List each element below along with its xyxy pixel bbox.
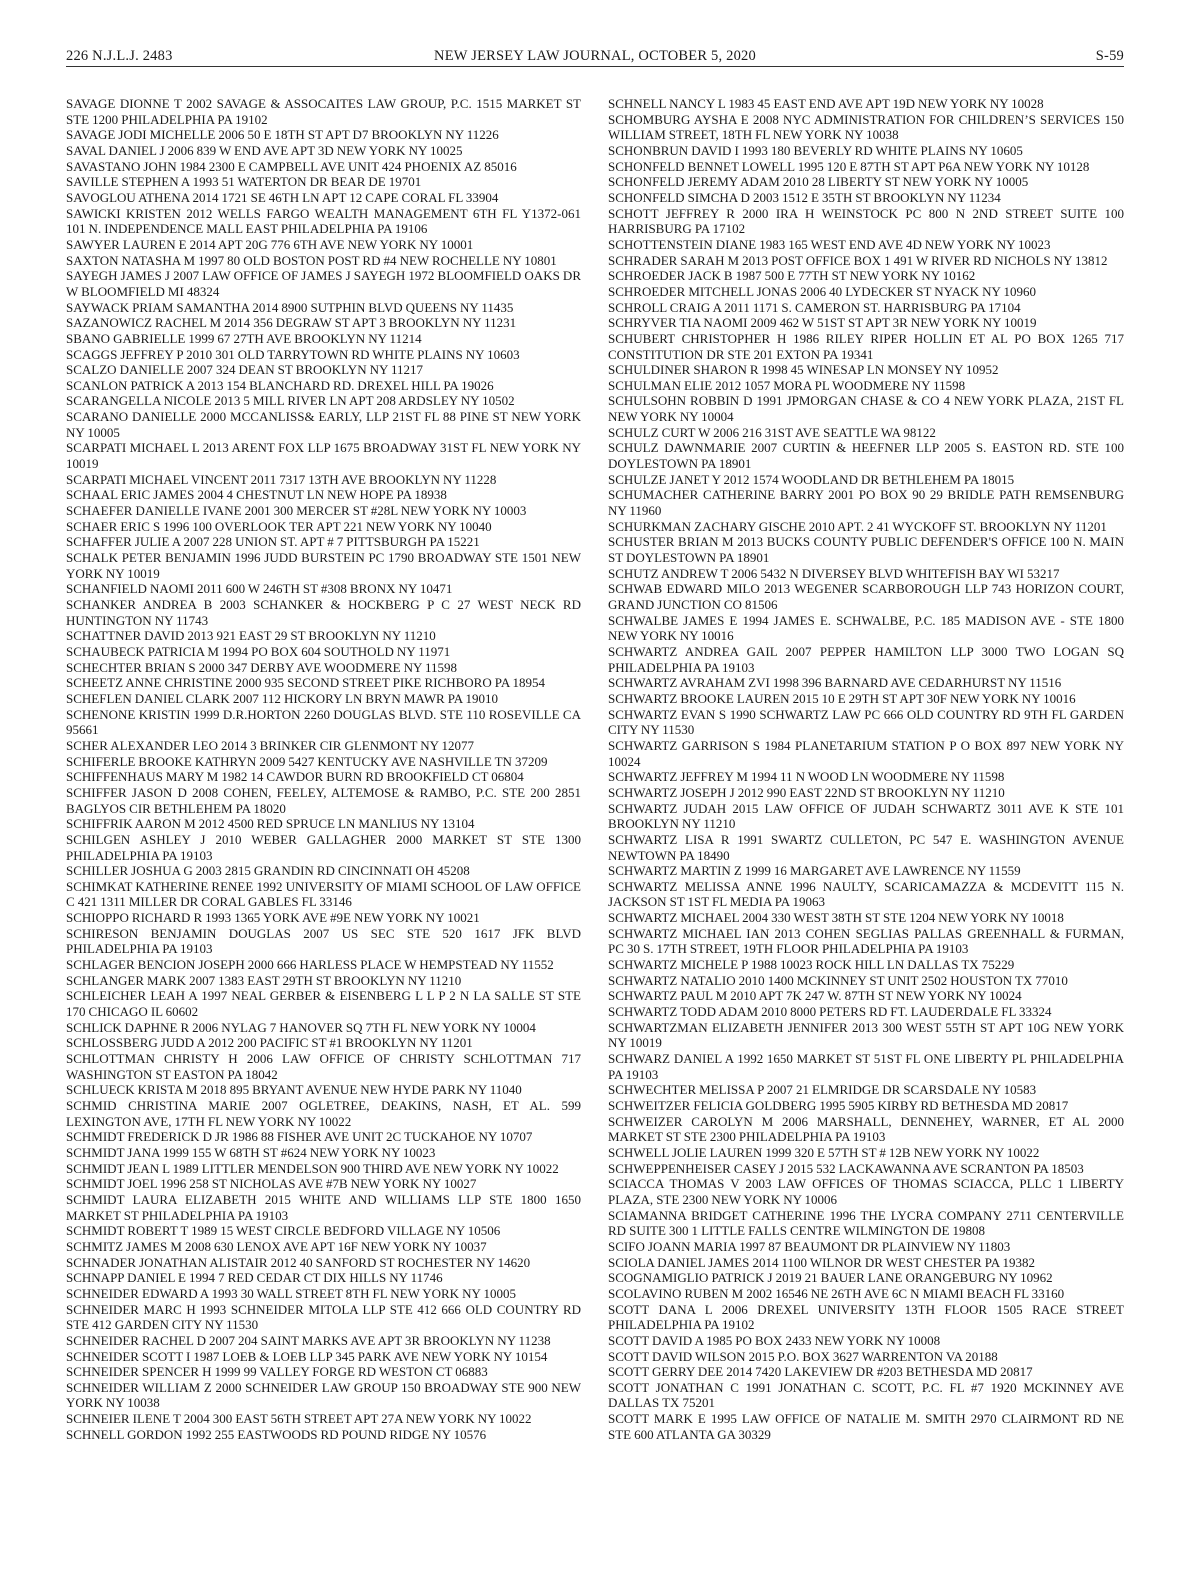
attorney-listing-entry: SCHWARTZ LISA R 1991 SWARTZ CULLETON, PC 547 E. WASHINGTON AVENUE NEWTOWN PA 18490 <box>608 831 1124 863</box>
attorney-listing-entry: SAVASTANO JOHN 1984 2300 E CAMPBELL AVE UNIT 424 PHOENIX AZ 85016 <box>66 158 517 174</box>
attorney-listing-entry: SCHIOPPO RICHARD R 1993 1365 YORK AVE #9E NEW YORK NY 10021 <box>66 910 480 926</box>
attorney-listing-entry: SCHOTTENSTEIN DIANE 1983 165 WEST END AVE 4D NEW YORK NY 10023 <box>608 236 1051 252</box>
attorney-listing-entry: SCHAER ERIC S 1996 100 OVERLOOK TER APT 221 NEW YORK NY 10040 <box>66 518 492 534</box>
attorney-listing-entry: SCHANKER ANDREA B 2003 SCHANKER & HOCKBERG P C 27 WEST NECK RD HUNTINGTON NY 11743 <box>66 597 581 628</box>
right-column <box>608 96 1124 1442</box>
attorney-listing-entry: SCHWARTZ MICHAEL 2004 330 WEST 38TH ST STE 1204 NEW YORK NY 10018 <box>608 910 1064 926</box>
attorney-listing-entry: SCIOLA DANIEL JAMES 2014 1100 WILNOR DR WEST CHESTER PA 19382 <box>608 1254 1036 1270</box>
attorney-listing-entry: SCHNEIDER EDWARD A 1993 30 WALL STREET 8TH FL NEW YORK NY 10005 <box>66 1285 516 1301</box>
attorney-listing-entry: SCHMIDT FREDERICK D JR 1986 88 FISHER AVE UNIT 2C TUCKAHOE NY 10707 <box>66 1129 533 1145</box>
attorney-listing-entry: SCHLAGER BENCION JOSEPH 2000 666 HARLESS PLACE W HEMPSTEAD NY 11552 <box>66 957 554 973</box>
page-header <box>66 46 1124 67</box>
attorney-listing-entry: SCHULZ CURT W 2006 216 31ST AVE SEATTLE WA 98122 <box>608 424 936 440</box>
attorney-listing-entry: SCHROLL CRAIG A 2011 1171 S. CAMERON ST. HARRISBURG PA 17104 <box>608 299 1021 315</box>
attorney-listing-entry: SCHNELL GORDON 1992 255 EASTWOODS RD POUND RIDGE NY 10576 <box>66 1426 487 1442</box>
attorney-listing-entry: SCHUTZ ANDREW T 2006 5432 N DIVERSEY BLVD WHITEFISH BAY WI 53217 <box>608 565 1060 581</box>
attorney-listing-entry: SCHNAPP DANIEL E 1994 7 RED CEDAR CT DIX HILLS NY 11746 <box>66 1270 443 1286</box>
attorney-listing-entry: SCHONFELD BENNET LOWELL 1995 120 E 87TH ST APT P6A NEW YORK NY 10128 <box>608 158 1090 174</box>
attorney-listing-entry: SAVAL DANIEL J 2006 839 W END AVE APT 3D NEW YORK NY 10025 <box>66 142 463 158</box>
attorney-listing-entry: SCHWARTZ MELISSA ANNE 1996 NAULTY, SCARICAMAZZA & MCDEVITT 115 N. JACKSON ST 1ST FL MEDIA PA 19063 <box>608 878 1124 910</box>
attorney-listing-entry: SCHUSTER BRIAN M 2013 BUCKS COUNTY PUBLIC DEFENDER'S OFFICE 100 N. MAIN ST DOYLESTOWN PA 18901 <box>608 534 1124 566</box>
attorney-listing-entry: SCHLUECK KRISTA M 2018 895 BRYANT AVENUE NEW HYDE PARK NY 11040 <box>66 1082 522 1098</box>
attorney-listing-entry: SCHIFFER JASON D 2008 COHEN, FEELEY, ALTEMOSE & RAMBO, P.C. STE 200 2851 BAGLYOS CIR BETHLEHEM PA 18020 <box>66 784 581 816</box>
attorney-listing-entry: SCHNEIDER RACHEL D 2007 204 SAINT MARKS AVE APT 3R BROOKLYN NY 11238 <box>66 1332 551 1348</box>
attorney-listing-entry: SCHROEDER JACK B 1987 500 E 77TH ST NEW YORK NY 10162 <box>608 268 976 284</box>
attorney-listing-entry: SCHLOSSBERG JUDD A 2012 200 PACIFIC ST #1 BROOKLYN NY 11201 <box>66 1035 473 1051</box>
attorney-listing-entry: SAYWACK PRIAM SAMANTHA 2014 8900 SUTPHIN BLVD QUEENS NY 11435 <box>66 299 514 315</box>
attorney-listing-entry: SCHATTNER DAVID 2013 921 EAST 29 ST BROOKLYN NY 11210 <box>66 628 436 644</box>
attorney-listing-entry: SCHRYVER TIA NAOMI 2009 462 W 51ST ST APT 3R NEW YORK NY 10019 <box>608 315 1037 331</box>
attorney-listing-entry: SAVOGLOU ATHENA 2014 1721 SE 46TH LN APT 12 CAPE CORAL FL 33904 <box>66 189 499 205</box>
header-citation: 226 N.J.L.J. 2483 <box>66 48 173 64</box>
attorney-listing-entry: SCHULMAN ELIE 2012 1057 MORA PL WOODMERE NY 11598 <box>608 377 966 393</box>
attorney-listing-entry: SCHULDINER SHARON R 1998 45 WINESAP LN MONSEY NY 10952 <box>608 362 999 378</box>
attorney-listing-entry: SCAGGS JEFFREY P 2010 301 OLD TARRYTOWN RD WHITE PLAINS NY 10603 <box>66 346 520 362</box>
attorney-listing-entry: SCHWARTZ PAUL M 2010 APT 7K 247 W. 87TH ST NEW YORK NY 10024 <box>608 988 1022 1004</box>
attorney-listing-entry: SCHEFLEN DANIEL CLARK 2007 112 HICKORY LN BRYN MAWR PA 19010 <box>66 690 499 706</box>
header-page-number: S-59 <box>1095 48 1124 64</box>
attorney-listing-entry: SCHALK PETER BENJAMIN 1996 JUDD BURSTEIN PC 1790 BROADWAY STE 1501 NEW YORK NY 10019 <box>66 550 581 581</box>
attorney-listing-entry: SCHWARZ DANIEL A 1992 1650 MARKET ST 51ST FL ONE LIBERTY PL PHILADELPHIA PA 19103 <box>608 1051 1124 1082</box>
attorney-listing-entry: SCHMIDT LAURA ELIZABETH 2015 WHITE AND WILLIAMS LLP STE 1800 1650 MARKET ST PHILADELPHIA PA 19103 <box>66 1191 581 1223</box>
attorney-listing-entry: SAVAGE DIONNE T 2002 SAVAGE & ASSOCAITES LAW GROUP, P.C. 1515 MARKET ST STE 1200 PHILADELPHIA PA 19102 <box>66 96 581 127</box>
attorney-listing-entry: SCHECHTER BRIAN S 2000 347 DERBY AVE WOODMERE NY 11598 <box>66 659 457 675</box>
attorney-listing-entry: SCHWARTZ JOSEPH J 2012 990 EAST 22ND ST BROOKLYN NY 11210 <box>608 784 1005 800</box>
attorney-listing-entry: SCHIFFENHAUS MARY M 1982 14 CAWDOR BURN RD BROOKFIELD CT 06804 <box>66 769 524 785</box>
attorney-listing-entry: SBANO GABRIELLE 1999 67 27TH AVE BROOKLYN NY 11214 <box>66 330 422 346</box>
attorney-listing-entry: SCHNEIDER SCOTT I 1987 LOEB & LOEB LLP 345 PARK AVE NEW YORK NY 10154 <box>66 1348 548 1364</box>
attorney-listing-entry: SCHLEICHER LEAH A 1997 NEAL GERBER & EISENBERG L L P 2 N LA SALLE ST STE 170 CHICAGO IL 60602 <box>66 988 581 1020</box>
attorney-listing-entry: SCOTT DAVID WILSON 2015 P.O. BOX 3627 WARRENTON VA 20188 <box>608 1348 998 1364</box>
attorney-listing-entry: SAWYER LAUREN E 2014 APT 20G 776 6TH AVE NEW YORK NY 10001 <box>66 236 474 252</box>
attorney-listing-entry: SCHNEIDER MARC H 1993 SCHNEIDER MITOLA LLP STE 412 666 OLD COUNTRY RD STE 412 GARDEN CITY NY 11530 <box>66 1301 581 1333</box>
attorney-listing-entry: SCHWARTZ MICHELE P 1988 10023 ROCK HILL LN DALLAS TX 75229 <box>608 957 1015 973</box>
attorney-listing-entry: SCHOMBURG AYSHA E 2008 NYC ADMINISTRATION FOR CHILDREN’S SERVICES 150 WILLIAM STREET, 18TH FL NEW YORK NY 10038 <box>608 111 1124 143</box>
attorney-listing-entry: SCHAEFER DANIELLE IVANE 2001 300 MERCER ST #28L NEW YORK NY 10003 <box>66 503 527 519</box>
attorney-listing-entry: SCHONFELD SIMCHA D 2003 1512 E 35TH ST BROOKLYN NY 11234 <box>608 189 1001 205</box>
attorney-listing-entry: SCHILGEN ASHLEY J 2010 WEBER GALLAGHER 2000 MARKET ST STE 1300 PHILADELPHIA PA 19103 <box>66 831 581 863</box>
attorney-listing-entry: SCHULZE JANET Y 2012 1574 WOODLAND DR BETHLEHEM PA 18015 <box>608 471 1015 487</box>
attorney-listing-entry: SCOGNAMIGLIO PATRICK J 2019 21 BAUER LANE ORANGEBURG NY 10962 <box>608 1270 1053 1286</box>
attorney-listing-entry: SCHER ALEXANDER LEO 2014 3 BRINKER CIR GLENMONT NY 12077 <box>66 737 475 753</box>
attorney-listing-entry: SCHRADER SARAH M 2013 POST OFFICE BOX 1 491 W RIVER RD NICHOLS NY 13812 <box>608 252 1108 268</box>
attorney-listing-entry: SCHWARTZ MARTIN Z 1999 16 MARGARET AVE LAWRENCE NY 11559 <box>608 863 1021 879</box>
attorney-listing-entry: SCHMIDT ROBERT T 1989 15 WEST CIRCLE BEDFORD VILLAGE NY 10506 <box>66 1223 501 1239</box>
attorney-listing-entry: SCHWARTZ EVAN S 1990 SCHWARTZ LAW PC 666 OLD COUNTRY RD 9TH FL GARDEN CITY NY 11530 <box>608 706 1124 738</box>
attorney-listing-entry: SCANLON PATRICK A 2013 154 BLANCHARD RD. DREXEL HILL PA 19026 <box>66 377 494 393</box>
attorney-listing-entry: SCHMID CHRISTINA MARIE 2007 OGLETREE, DEAKINS, NASH, ET AL. 599 LEXINGTON AVE, 17TH FL NEW YORK NY 10022 <box>66 1098 581 1129</box>
attorney-listing-entry: SCHWALBE JAMES E 1994 JAMES E. SCHWALBE, P.C. 185 MADISON AVE - STE 1800 NEW YORK NY 10016 <box>608 612 1124 644</box>
attorney-listing-entry: SCOLAVINO RUBEN M 2002 16546 NE 26TH AVE 6C N MIAMI BEACH FL 33160 <box>608 1285 1065 1301</box>
attorney-listing-entry: SCHNADER JONATHAN ALISTAIR 2012 40 SANFORD ST ROCHESTER NY 14620 <box>66 1254 531 1270</box>
attorney-listing-entry: SAWICKI KRISTEN 2012 WELLS FARGO WEALTH MANAGEMENT 6TH FL Y1372-061 101 N. INDEPENDENCE MALL EAST PHILADELPHIA PA 19106 <box>66 205 581 237</box>
attorney-listing-entry: SCHURKMAN ZACHARY GISCHE 2010 APT. 2 41 WYCKOFF ST. BROOKLYN NY 11201 <box>608 518 1107 534</box>
attorney-listing-entry: SAZANOWICZ RACHEL M 2014 356 DEGRAW ST APT 3 BROOKLYN NY 11231 <box>66 315 517 331</box>
attorney-listing-entry: SCHWARTZ AVRAHAM ZVI 1998 396 BARNARD AVE CEDARHURST NY 11516 <box>608 675 1062 691</box>
attorney-listing-entry: SCHIFERLE BROOKE KATHRYN 2009 5427 KENTUCKY AVE NASHVILLE TN 37209 <box>66 753 548 769</box>
attorney-listing-entry: SCHWELL JOLIE LAUREN 1999 320 E 57TH ST # 12B NEW YORK NY 10022 <box>608 1144 1040 1160</box>
attorney-listing-entry: SCHNEIER ILENE T 2004 300 EAST 56TH STREET APT 27A NEW YORK NY 10022 <box>66 1411 532 1427</box>
attorney-listing-entry: SCHNEIDER SPENCER H 1999 99 VALLEY FORGE RD WESTON CT 06883 <box>66 1364 488 1380</box>
attorney-listing-entry: SAYEGH JAMES J 2007 LAW OFFICE OF JAMES J SAYEGH 1972 BLOOMFIELD OAKS DR W BLOOMFIELD MI 48324 <box>66 268 581 299</box>
attorney-listing-entry: SCHUMACHER CATHERINE BARRY 2001 PO BOX 90 29 BRIDLE PATH REMSENBURG NY 11960 <box>608 487 1124 519</box>
attorney-listing-entry: SCHWEPPENHEISER CASEY J 2015 532 LACKAWANNA AVE SCRANTON PA 18503 <box>608 1160 1084 1176</box>
attorney-listing-entry: SCARPATI MICHAEL L 2013 ARENT FOX LLP 1675 BROADWAY 31ST FL NEW YORK NY 10019 <box>66 440 581 472</box>
attorney-listing-entry: SCHWEITZER FELICIA GOLDBERG 1995 5905 KIRBY RD BETHESDA MD 20817 <box>608 1098 1069 1113</box>
attorney-listing-entry: SCHMIDT JEAN L 1989 LITTLER MENDELSON 900 THIRD AVE NEW YORK NY 10022 <box>66 1160 559 1176</box>
left-column <box>66 96 581 1442</box>
attorney-listing-entry: SCARANO DANIELLE 2000 MCCANLISS& EARLY, LLP 21ST FL 88 PINE ST NEW YORK NY 10005 <box>66 409 581 440</box>
attorney-listing-entry: SCHOTT JEFFREY R 2000 IRA H WEINSTOCK PC 800 N 2ND STREET SUITE 100 HARRISBURG PA 17102 <box>608 205 1124 237</box>
attorney-listing-entry: SCOTT JONATHAN C 1991 JONATHAN C. SCOTT, P.C. FL #7 1920 MCKINNEY AVE DALLAS TX 75201 <box>608 1379 1124 1411</box>
attorney-listing-entry: SCHONFELD JEREMY ADAM 2010 28 LIBERTY ST NEW YORK NY 10005 <box>608 174 1029 190</box>
attorney-listing-entry: SCHNELL NANCY L 1983 45 EAST END AVE APT 19D NEW YORK NY 10028 <box>608 96 1044 111</box>
attorney-listing-entry: SAXTON NATASHA M 1997 80 OLD BOSTON POST RD #4 NEW ROCHELLE NY 10801 <box>66 252 557 268</box>
attorney-listing-entry: SCHAUBECK PATRICIA M 1994 PO BOX 604 SOUTHOLD NY 11971 <box>66 643 451 659</box>
attorney-listing-entry: SAVILLE STEPHEN A 1993 51 WATERTON DR BEAR DE 19701 <box>66 174 422 190</box>
attorney-listing-entry: SCOTT DAVID A 1985 PO BOX 2433 NEW YORK NY 10008 <box>608 1332 941 1348</box>
attorney-listing-entry: SCHEETZ ANNE CHRISTINE 2000 935 SECOND STREET PIKE RICHBORO PA 18954 <box>66 675 546 691</box>
header-publication-title: NEW JERSEY LAW JOURNAL, OCTOBER 5, 2020 <box>434 48 756 64</box>
attorney-listing-entry: SCHAFFER JULIE A 2007 228 UNION ST. APT # 7 PITTSBURGH PA 15221 <box>66 534 480 550</box>
attorney-listing-entry: SCIAMANNA BRIDGET CATHERINE 1996 THE LYCRA COMPANY 2711 CENTERVILLE RD SUITE 300 1 LITTLE FALLS CENTRE WILMINGTON DE 19808 <box>608 1207 1124 1239</box>
attorney-listing-entry: SCHAAL ERIC JAMES 2004 4 CHESTNUT LN NEW HOPE PA 18938 <box>66 487 447 503</box>
attorney-listing-entry: SCHWARTZ BROOKE LAUREN 2015 10 E 29TH ST APT 30F NEW YORK NY 10016 <box>608 690 1076 706</box>
attorney-listing-entry: SCHLANGER MARK 2007 1383 EAST 29TH ST BROOKLYN NY 11210 <box>66 972 462 988</box>
attorney-listing-entry: SCHMITZ JAMES M 2008 630 LENOX AVE APT 16F NEW YORK NY 10037 <box>66 1238 487 1254</box>
attorney-listing-entry: SCHILLER JOSHUA G 2003 2815 GRANDIN RD CINCINNATI OH 45208 <box>66 863 470 879</box>
attorney-listing-entry: SCHIFFRIK AARON M 2012 4500 RED SPRUCE LN MANLIUS NY 13104 <box>66 816 475 832</box>
attorney-listing-entry: SCHENONE KRISTIN 1999 D.R.HORTON 2260 DOUGLAS BLVD. STE 110 ROSEVILLE CA 95661 <box>66 706 581 738</box>
attorney-listing-entry: SCOTT MARK E 1995 LAW OFFICE OF NATALIE M. SMITH 2970 CLAIRMONT RD NE STE 600 ATLANTA GA 30329 <box>608 1411 1124 1442</box>
attorney-listing-entry: SCHWARTZ GARRISON S 1984 PLANETARIUM STATION P O BOX 897 NEW YORK NY 10024 <box>608 737 1124 769</box>
attorney-listing-entry: SCALZO DANIELLE 2007 324 DEAN ST BROOKLYN NY 11217 <box>66 362 423 378</box>
attorney-listing-entry: SCHWARTZ TODD ADAM 2010 8000 PETERS RD FT. LAUDERDALE FL 33324 <box>608 1004 1052 1020</box>
attorney-listing-entry: SCHLOTTMAN CHRISTY H 2006 LAW OFFICE OF CHRISTY SCHLOTTMAN 717 WASHINGTON ST EASTON PA 18042 <box>66 1051 581 1082</box>
attorney-listing-entry: SCHLICK DAPHNE R 2006 NYLAG 7 HANOVER SQ 7TH FL NEW YORK NY 10004 <box>66 1019 536 1035</box>
attorney-listing-entry: SCHMIDT JANA 1999 155 W 68TH ST #624 NEW YORK NY 10023 <box>66 1144 436 1160</box>
attorney-listing-entry: SCHWARTZ NATALIO 2010 1400 MCKINNEY ST UNIT 2502 HOUSTON TX 77010 <box>608 972 1068 988</box>
attorney-listing-entry: SCHONBRUN DAVID I 1993 180 BEVERLY RD WHITE PLAINS NY 10605 <box>608 142 1023 158</box>
attorney-listing-entry: SCHWARTZ MICHAEL IAN 2013 COHEN SEGLIAS PALLAS GREENHALL & FURMAN, PC 30 S. 17TH STREET, 19TH FLOOR PHILADELPHIA PA 19103 <box>608 925 1124 957</box>
attorney-listing-entry: SAVAGE JODI MICHELLE 2006 50 E 18TH ST APT D7 BROOKLYN NY 11226 <box>66 127 499 143</box>
attorney-listing-entry: SCOTT GERRY DEE 2014 7420 LAKEVIEW DR #203 BETHESDA MD 20817 <box>608 1364 1033 1380</box>
attorney-listing-entry: SCHWARTZ ANDREA GAIL 2007 PEPPER HAMILTON LLP 3000 TWO LOGAN SQ PHILADELPHIA PA 19103 <box>608 643 1124 675</box>
attorney-listing-entry: SCHWECHTER MELISSA P 2007 21 ELMRIDGE DR SCARSDALE NY 10583 <box>608 1082 1037 1098</box>
attorney-listing-entry: SCHULSOHN ROBBIN D 1991 JPMORGAN CHASE & CO 4 NEW YORK PLAZA, 21ST FL NEW YORK NY 10004 <box>608 393 1124 425</box>
attorney-listing-entry: SCHWARTZMAN ELIZABETH JENNIFER 2013 300 WEST 55TH ST APT 10G NEW YORK NY 10019 <box>608 1019 1124 1051</box>
attorney-listing-entry: SCARANGELLA NICOLE 2013 5 MILL RIVER LN APT 208 ARDSLEY NY 10502 <box>66 393 515 409</box>
attorney-listing-entry: SCHANFIELD NAOMI 2011 600 W 246TH ST #308 BRONX NY 10471 <box>66 581 453 597</box>
attorney-listing-entry: SCIACCA THOMAS V 2003 LAW OFFICES OF THOMAS SCIACCA, PLLC 1 LIBERTY PLAZA, STE 2300 NEW YORK NY 10006 <box>608 1176 1124 1207</box>
attorney-listing-entry: SCOTT DANA L 2006 DREXEL UNIVERSITY 13TH FLOOR 1505 RACE STREET PHILADELPHIA PA 19102 <box>608 1301 1124 1333</box>
attorney-listing-entry: SCHNEIDER WILLIAM Z 2000 SCHNEIDER LAW GROUP 150 BROADWAY STE 900 NEW YORK NY 10038 <box>66 1379 581 1411</box>
attorney-listing-entry: SCHROEDER MITCHELL JONAS 2006 40 LYDECKER ST NYACK NY 10960 <box>608 283 1036 299</box>
attorney-listing-entry: SCIFO JOANN MARIA 1997 87 BEAUMONT DR PLAINVIEW NY 11803 <box>608 1238 1011 1254</box>
attorney-listing-entry: SCHMIDT JOEL 1996 258 ST NICHOLAS AVE #7B NEW YORK NY 10027 <box>66 1176 477 1192</box>
attorney-listing-entry: SCHWARTZ JEFFREY M 1994 11 N WOOD LN WOODMERE NY 11598 <box>608 769 1005 785</box>
attorney-listing-entry: SCHIMKAT KATHERINE RENEE 1992 UNIVERSITY OF MIAMI SCHOOL OF LAW OFFICE C 421 1311 MILLER DR CORAL GABLES FL 33146 <box>66 878 581 910</box>
attorney-listing-entry: SCHIRESON BENJAMIN DOUGLAS 2007 US SEC STE 520 1617 JFK BLVD PHILADELPHIA PA 19103 <box>66 925 581 957</box>
attorney-listing-entry: SCHWEIZER CAROLYN M 2006 MARSHALL, DENNEHEY, WARNER, ET AL 2000 MARKET ST STE 2300 PHILADELPHIA PA 19103 <box>608 1113 1124 1145</box>
attorney-listing-entry: SCHULZ DAWNMARIE 2007 CURTIN & HEEFNER LLP 2005 S. EASTON RD. STE 100 DOYLESTOWN PA 18901 <box>608 440 1124 472</box>
attorney-listing-entry: SCHUBERT CHRISTOPHER H 1986 RILEY RIPER HOLLIN ET AL PO BOX 1265 717 CONSTITUTION DR STE 201 EXTON PA 19341 <box>608 330 1124 362</box>
attorney-listing-entry: SCARPATI MICHAEL VINCENT 2011 7317 13TH AVE BROOKLYN NY 11228 <box>66 471 497 487</box>
attorney-listing-entry: SCHWAB EDWARD MILO 2013 WEGENER SCARBOROUGH LLP 743 HORIZON COURT, GRAND JUNCTION CO 81506 <box>608 581 1124 612</box>
attorney-listing-entry: SCHWARTZ JUDAH 2015 LAW OFFICE OF JUDAH SCHWARTZ 3011 AVE K STE 101 BROOKLYN NY 11210 <box>608 800 1124 832</box>
